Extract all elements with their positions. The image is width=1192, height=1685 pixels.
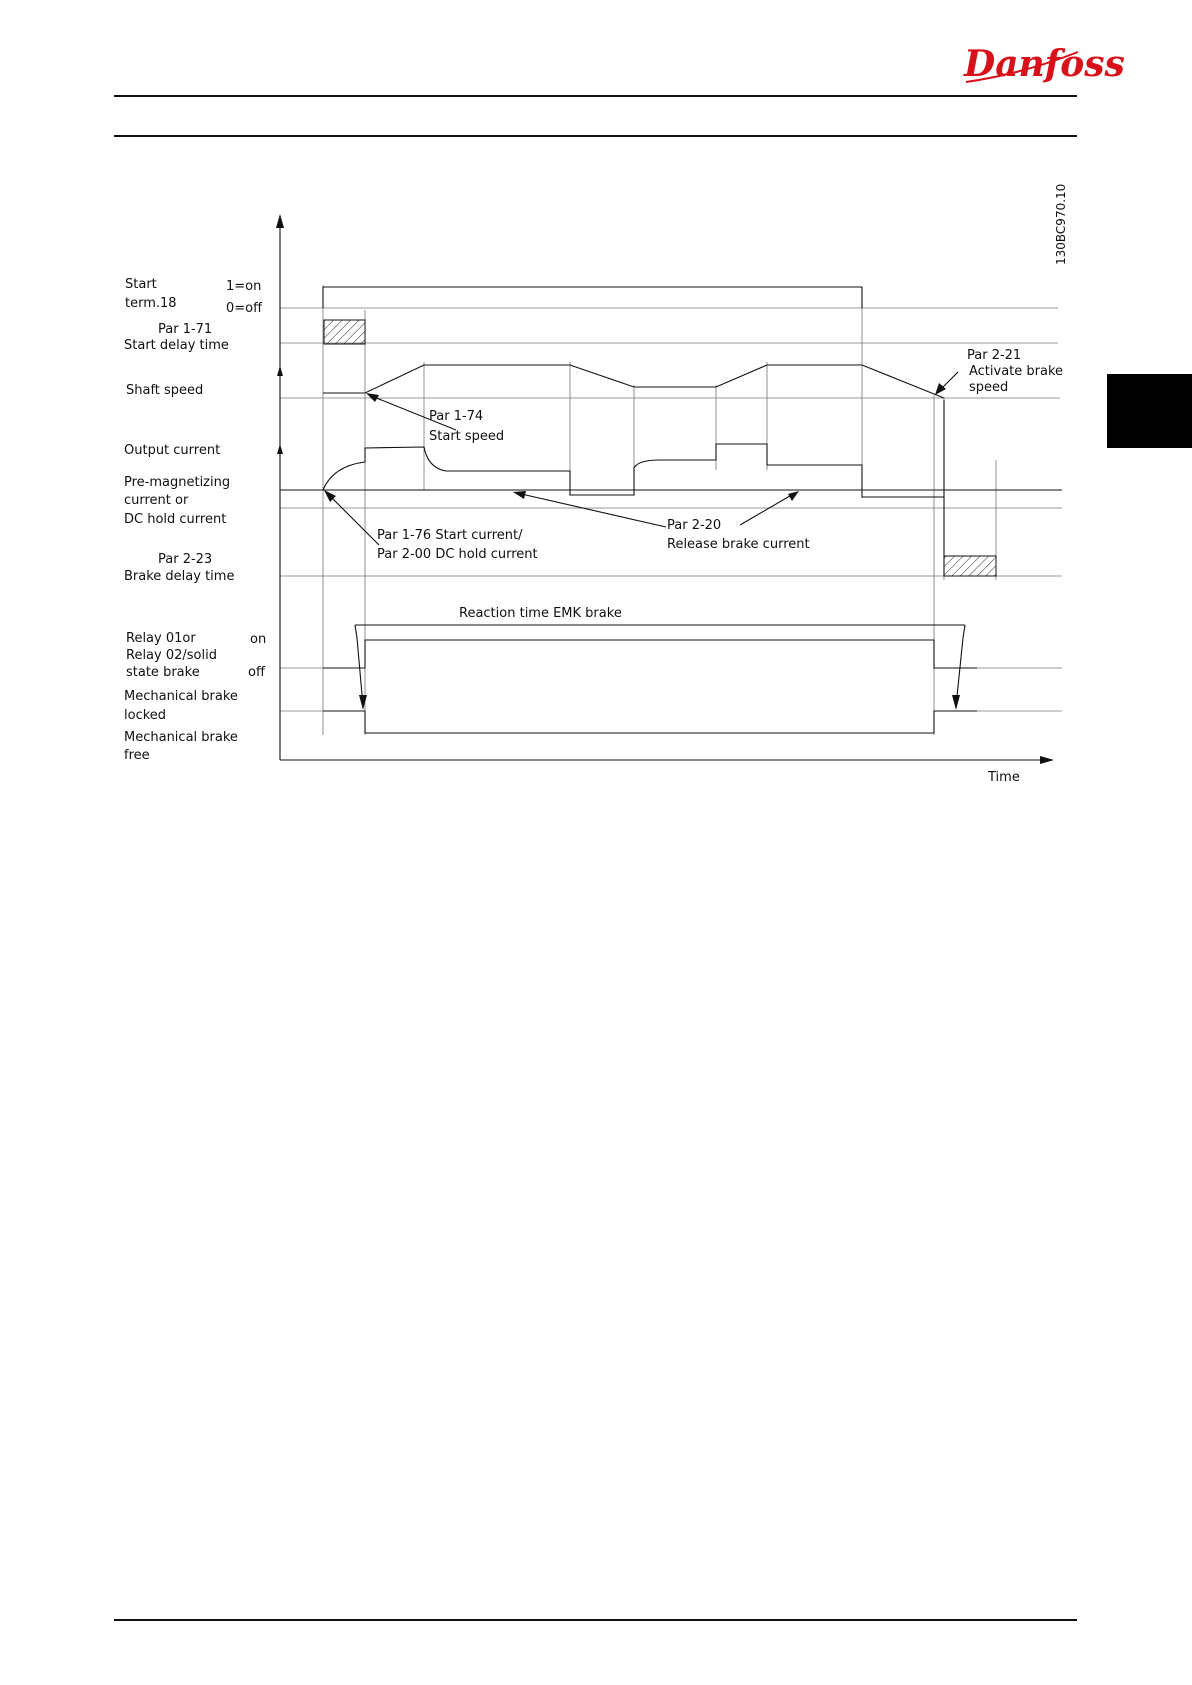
- start-signal: [323, 287, 862, 308]
- svg-text:Danfoss: Danfoss: [964, 43, 1125, 85]
- label-start-1: Start: [125, 277, 157, 292]
- label-free-1: Mechanical brake: [124, 730, 238, 745]
- figure-id: 130BC970.10: [1054, 183, 1068, 265]
- annot-par220-1: Par 2-20: [667, 518, 722, 533]
- relay-signal: [323, 640, 977, 668]
- label-premag-1: Pre-magnetizing: [124, 475, 231, 490]
- vertical-markers: [323, 285, 996, 735]
- label-on: on: [250, 632, 267, 647]
- x-axis-label: Time: [988, 770, 1020, 785]
- annot-par176-2: Par 2-00 DC hold current: [377, 547, 538, 562]
- brake-delay-box: [944, 556, 996, 576]
- annot-par221-3: speed: [969, 380, 1009, 395]
- annot-reaction: Reaction time EMK brake: [459, 606, 622, 621]
- mechanical-brake-signal: [323, 711, 977, 733]
- label-shaft: Shaft speed: [126, 383, 204, 398]
- output-current-trace: [323, 444, 944, 497]
- label-premag-2: current or: [124, 493, 189, 508]
- label-free-2: free: [124, 748, 150, 763]
- guide-lines: [280, 308, 1062, 711]
- label-par171-1: Par 1-71: [158, 322, 213, 337]
- annot-par221-2: Activate brake: [969, 364, 1064, 379]
- mechanical-brake-timing-diagram: [0, 0, 1192, 820]
- label-locked-2: locked: [124, 708, 167, 723]
- label-relay-3: state brake: [126, 665, 200, 680]
- label-locked-1: Mechanical brake: [124, 689, 238, 704]
- label-relay-1: Relay 01or: [126, 631, 196, 646]
- annotations: [377, 184, 1068, 785]
- shaft-speed-trace: [323, 365, 944, 398]
- label-start-2: term.18: [125, 296, 177, 311]
- start-delay-box: [324, 320, 365, 344]
- footer-rule: [114, 1619, 1077, 1621]
- label-premag-3: DC hold current: [124, 512, 227, 527]
- label-par171-2: Start delay time: [124, 338, 229, 353]
- annot-par221-1: Par 2-21: [967, 348, 1022, 363]
- label-off: off: [248, 665, 265, 680]
- label-on1: 1=on: [226, 279, 262, 294]
- annot-par176-1: Par 1-76 Start current/: [377, 528, 523, 543]
- annot-par174-2: Start speed: [429, 429, 505, 444]
- label-relay-2: Relay 02/solid: [126, 648, 217, 663]
- label-off0: 0=off: [226, 301, 263, 316]
- row-labels: [124, 277, 266, 763]
- annot-par220-2: Release brake current: [667, 537, 810, 552]
- label-par223-2: Brake delay time: [124, 569, 235, 584]
- annot-par174-1: Par 1-74: [429, 409, 484, 424]
- label-output: Output current: [124, 443, 221, 458]
- axes: [276, 214, 1054, 764]
- label-par223-1: Par 2-23: [158, 552, 213, 567]
